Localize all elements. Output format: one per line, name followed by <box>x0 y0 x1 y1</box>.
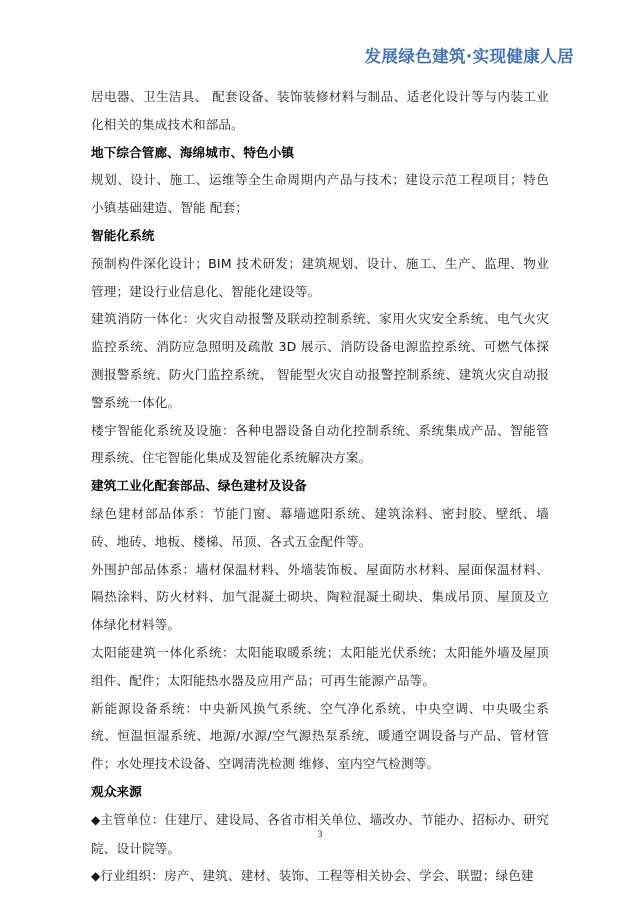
body-paragraph: 建筑消防一体化：火灾自动报警及联动控制系统、家用火灾安全系统、电气火灾监控系统、消防应急照明及疏散 3D 展示、消防设备电源监控系统、可燃气体探测报警系统、防火门监控系统、 智能型火灾自动报警控制系统、建筑火灾自动报警系统一体化。 <box>91 311 549 410</box>
body-paragraph: 新能源设备系统：中央新风换气系统、空气净化系统、中央空调、中央吸尘系统、恒温恒湿系统、地源/水源/空气源热泵系统、暖通空调设备与产品、管材管件；水处理技术设备、空调清洗检测 维修、室内空气检测等。 <box>91 700 549 772</box>
body-paragraph: 绿色建材部品体系：节能门窗、幕墙遮阳系统、建筑涂料、密封胶、壁纸、墙砖、地砖、地板、楼梯、吊顶、各式五金配件等。 <box>91 505 549 549</box>
diamond-bullet-icon: ◆ <box>91 869 101 884</box>
body-paragraph: 居电器、卫生洁具、 配套设备、装饰装修材料与制品、适老化设计等与内装工业化相关的集成技术和部品。 <box>91 89 549 132</box>
section-heading: 智能化系统 <box>91 227 155 243</box>
body-paragraph: 楼宇智能化系统及设施：各种电器设备自动化控制系统、系统集成产品、智能管理系统、住宅智能化集成及智能化系统解决方案。 <box>91 422 549 466</box>
section-heading: 地下综合管廊、海绵城市、特色小镇 <box>91 144 295 160</box>
section-heading: 观众来源 <box>91 783 142 799</box>
bullet-text: 主管单位：住建厅、建设局、各省市相关单位、墙改办、节能办、招标办、研究院、设计院等。 <box>91 811 549 856</box>
body-paragraph: 规划、设计、施工、运维等全生命周期内产品与技术；建设示范工程项目；特色小镇基础建造、智能 配套； <box>91 172 549 216</box>
bullet-text: 行业组织：房产、建筑、建材、装饰、工程等相关协会、学会、联盟；绿色建 <box>100 868 534 884</box>
body-paragraph: 外围护部品体系：墙材保温材料、外墙装饰板、屋面防水材料、屋面保温材料、隔热涂料、防火材料、加气混凝土砌块、陶粒混凝土砌块、集成吊顶、屋顶及立体绿化材料等。 <box>91 561 549 633</box>
document-body <box>91 83 549 891</box>
diamond-bullet-icon: ◆ <box>91 812 101 827</box>
document-header <box>91 44 574 70</box>
page-number: 3 <box>317 830 323 840</box>
header-title: 发展绿色建筑·实现健康人居 <box>364 47 574 66</box>
body-paragraph: 预制构件深化设计；BIM 技术研发；建筑规划、设计、施工、生产、监理、物业管理；建设行业信息化、智能化建设等。 <box>91 255 549 299</box>
body-paragraph: 太阳能建筑一体化系统：太阳能取暖系统；太阳能光伏系统；太阳能外墙及屋顶组件、配件；太阳能热水器及应用产品；可再生能源产品等。 <box>91 644 549 688</box>
bullet-item <box>91 862 549 891</box>
section-heading: 建筑工业化配套部品、绿色建材及设备 <box>91 478 307 494</box>
